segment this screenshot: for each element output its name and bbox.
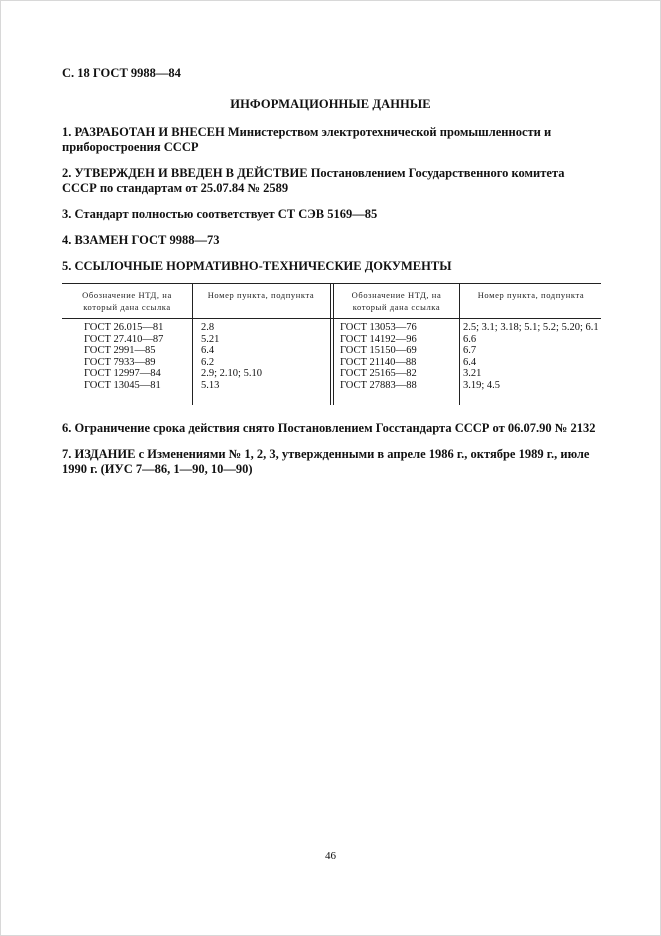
- item-lead: РАЗРАБОТАН И ВНЕСЕН: [74, 125, 225, 139]
- table-cell: 6.4: [201, 345, 215, 356]
- table-column-points-right: [463, 322, 599, 391]
- item-number: 5.: [62, 259, 72, 273]
- table-column-docs-left: [84, 322, 163, 391]
- info-item-1: [62, 125, 602, 155]
- table-column-divider: [459, 283, 460, 405]
- item-number: 7.: [62, 447, 72, 461]
- table-header-doc-right: Обозначение НТД, на который дана ссылка: [351, 290, 442, 312]
- info-item-4: [62, 233, 602, 248]
- item-lead: УТВЕРЖДЕН И ВВЕДЕН В ДЕЙСТВИЕ: [74, 166, 308, 180]
- table-cell: ГОСТ 15150—69: [340, 345, 417, 356]
- item-number: 6.: [62, 421, 72, 435]
- table-cell: 2.9; 2.10; 5.10: [201, 368, 262, 379]
- table-cell: ГОСТ 27.410—87: [84, 333, 164, 345]
- info-item-7: [62, 447, 602, 477]
- table-cell: 2.5; 3.1; 3.18; 5.1; 5.2; 5.20; 6.1: [463, 322, 599, 333]
- table-cell: 5.21: [201, 333, 220, 345]
- table-header-points-right: Номер пункта, подпункта: [477, 290, 585, 300]
- item-number: 2.: [62, 166, 72, 180]
- table-cell: 5.13: [201, 379, 220, 391]
- table-cell: 6.7: [463, 345, 477, 356]
- item-text: Министерством электротехнической промышленности и приборостроения СССР: [62, 125, 552, 154]
- table-cell: ГОСТ 14192—96: [340, 333, 417, 345]
- info-item-6: [62, 421, 602, 436]
- table-cell: 3.21: [463, 368, 482, 379]
- table-cell: ГОСТ 2991—85: [84, 345, 156, 356]
- item-number: 1.: [62, 125, 72, 139]
- item-number: 3.: [62, 207, 72, 221]
- table-top-rule: [62, 283, 601, 284]
- table-header-points-left: Номер пункта, подпункта: [207, 290, 315, 300]
- table-column-divider: [192, 283, 193, 405]
- item-number: 4.: [62, 233, 72, 247]
- page-number: 46: [325, 850, 336, 862]
- table-cell: ГОСТ 21140—88: [340, 356, 417, 368]
- info-item-2: [62, 166, 602, 196]
- table-cell: 2.8: [201, 322, 215, 333]
- table-cell: 6.6: [463, 333, 477, 345]
- page-header: С. 18 ГОСТ 9988—84: [62, 66, 181, 80]
- table-cell: ГОСТ 25165—82: [340, 368, 417, 379]
- item-text: Ограничение срока действия снято Постановлением Госстандарта СССР от 06.07.90 № 2132: [74, 421, 596, 435]
- table-header-rule: [62, 318, 601, 319]
- table-cell: 3.19; 4.5: [463, 379, 501, 391]
- table-column-docs-right: [340, 322, 417, 391]
- table-cell: ГОСТ 12997—84: [84, 368, 161, 379]
- info-item-5: [62, 259, 602, 274]
- table-double-divider-right: [333, 283, 334, 405]
- table-cell: 6.4: [463, 356, 477, 368]
- item-text: Стандарт полностью соответствует СТ СЭВ 5169—85: [74, 207, 378, 221]
- info-item-3: [62, 207, 602, 222]
- item-text: с Изменениями № 1, 2, 3, утвержденными в апреле 1986 г., октябре 1989 г., июле 1990 г. (ИУС 7—86, 1—90, 10—90): [62, 447, 590, 476]
- table-cell: ГОСТ 26.015—81: [84, 322, 164, 333]
- item-lead: ССЫЛОЧНЫЕ НОРМАТИВНО-ТЕХНИЧЕСКИЕ ДОКУМЕНТЫ: [74, 259, 452, 273]
- table-cell: ГОСТ 13053—76: [340, 322, 417, 333]
- table-double-divider-left: [330, 283, 331, 405]
- table-column-points-left: [201, 322, 262, 391]
- table-cell: ГОСТ 27883—88: [340, 379, 417, 391]
- item-text: ГОСТ 9988—73: [131, 233, 220, 247]
- table-cell: ГОСТ 7933—89: [84, 356, 156, 368]
- item-text: Постановлением Государственного комитета СССР по стандартам от 25.07.84 № 2589: [62, 166, 565, 195]
- item-lead: ВЗАМЕН: [74, 233, 129, 247]
- reference-documents-table: [62, 283, 601, 405]
- section-title: ИНФОРМАЦИОННЫЕ ДАННЫЕ: [230, 97, 431, 111]
- table-cell: ГОСТ 13045—81: [84, 379, 161, 391]
- table-cell: 6.2: [201, 356, 215, 368]
- item-lead: ИЗДАНИЕ: [74, 447, 136, 461]
- table-header-doc-left: Обозначение НТД, на который дана ссылка: [82, 290, 172, 312]
